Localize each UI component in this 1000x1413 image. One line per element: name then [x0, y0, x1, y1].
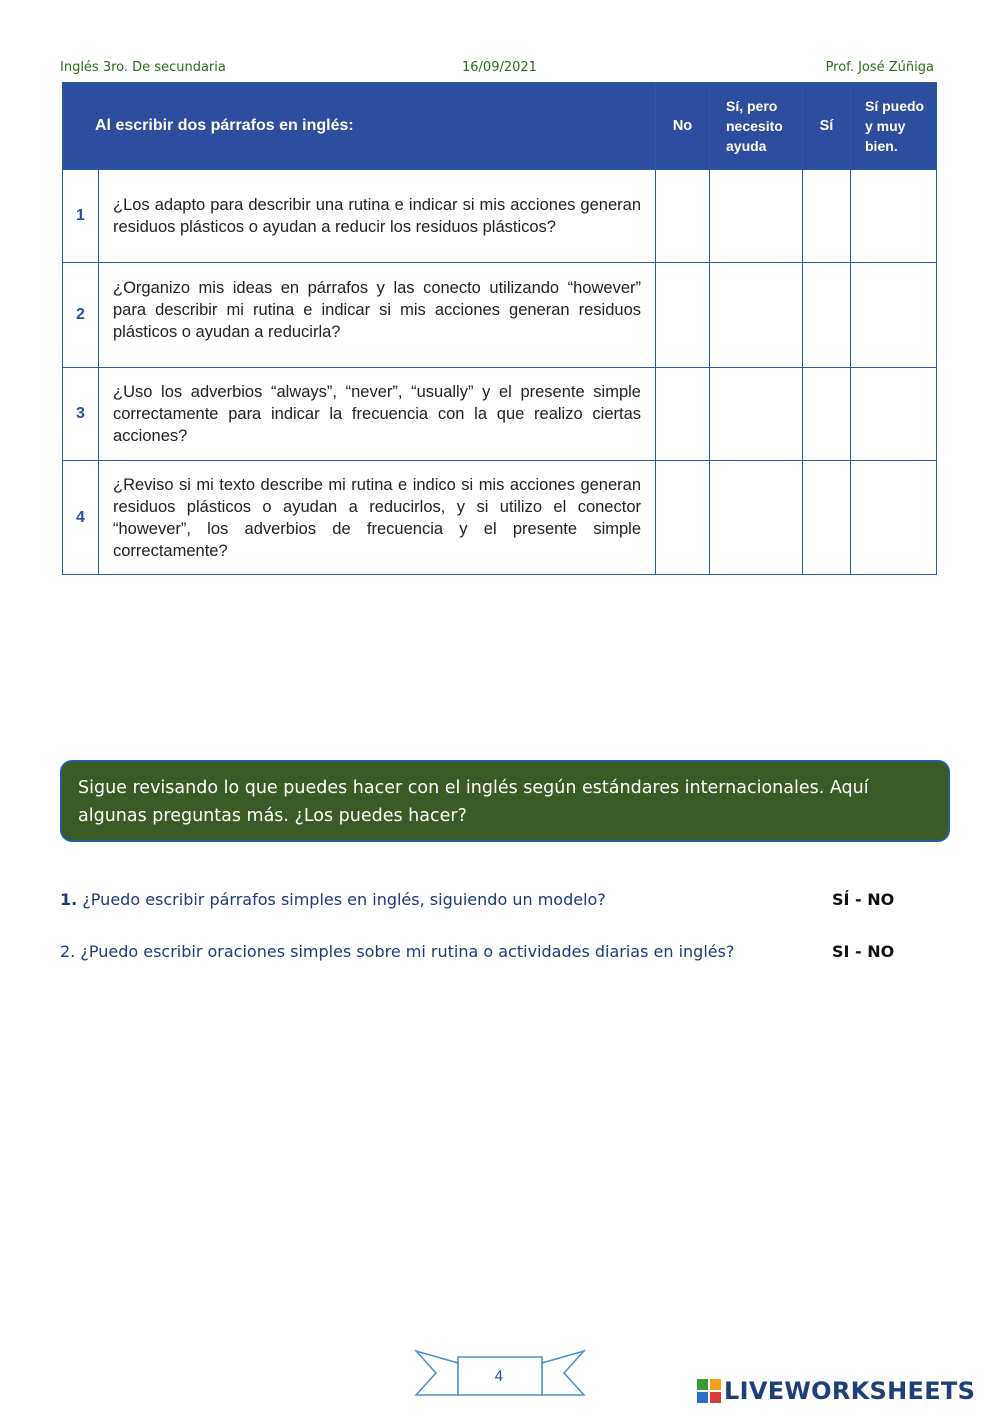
liveworksheets-logo-icon [697, 1379, 721, 1403]
instruction-banner: Sigue revisando lo que puedes hacer con el inglés según estándares internacionales. Aquí algunas preguntas más. ¿Los puedes hacer? [60, 760, 950, 842]
answer-cell-yes-very-well[interactable] [851, 263, 937, 368]
answer-cell-no[interactable] [656, 263, 710, 368]
self-assessment-table [62, 82, 937, 575]
table-row [63, 368, 937, 461]
yes-no-answer[interactable]: SÍ - NO [832, 890, 895, 909]
row-number: 1 [63, 170, 99, 263]
answer-cell-no[interactable] [656, 368, 710, 461]
answer-cell-yes-very-well[interactable] [851, 461, 937, 575]
question-number: 1. [60, 890, 78, 909]
question-number: 2. [60, 942, 76, 961]
option-header-yes: Sí [803, 83, 851, 170]
row-number: 3 [63, 368, 99, 461]
row-number: 4 [63, 461, 99, 575]
question-item [60, 890, 930, 916]
question-text: ¿Puedo escribir oraciones simples sobre mi rutina o actividades diarias en inglés? [80, 942, 735, 961]
answer-cell-yes[interactable] [803, 263, 851, 368]
row-question: ¿Uso los adverbios “always”, “never”, “usually” y el presente simple correctamente para indicar la frecuencia con la que realizo ciertas acciones? [99, 368, 656, 461]
option-header-yes-very-well: Sí puedo y muy bien. [851, 83, 937, 170]
answer-cell-yes-with-help[interactable] [710, 368, 803, 461]
page-number: 4 [494, 1369, 504, 1385]
brand-name: LIVEWORKSHEETS [724, 1377, 976, 1405]
answer-cell-no[interactable] [656, 170, 710, 263]
question-text: ¿Puedo escribir párrafos simples en inglés, siguiendo un modelo? [82, 890, 606, 909]
answer-cell-yes[interactable] [803, 170, 851, 263]
page-header [60, 60, 934, 80]
table-row [63, 461, 937, 575]
row-number: 2 [63, 263, 99, 368]
teacher-label: Prof. José Zúñiga [825, 60, 934, 75]
option-header-no: No [656, 83, 710, 170]
table-title: Al escribir dos párrafos en inglés: [63, 83, 656, 170]
option-header-yes-with-help: Sí, pero necesito ayuda [710, 83, 803, 170]
yes-no-answer[interactable]: SI - NO [832, 942, 895, 961]
row-question: ¿Reviso si mi texto describe mi rutina e indico si mis acciones generan residuos plásticos o ayudan a reducirlos, y si utilizo el conector “however”, los adverbios de frecuencia y el presente simple correctamente? [99, 461, 656, 575]
course-label: Inglés 3ro. De secundaria [60, 60, 226, 75]
date-label: 16/09/2021 [462, 60, 537, 75]
answer-cell-yes-with-help[interactable] [710, 263, 803, 368]
table-row [63, 170, 937, 263]
answer-cell-yes-with-help[interactable] [710, 170, 803, 263]
answer-cell-yes-with-help[interactable] [710, 461, 803, 575]
table-row [63, 263, 937, 368]
answer-cell-no[interactable] [656, 461, 710, 575]
table-header-row [63, 83, 937, 170]
row-question: ¿Los adapto para describir una rutina e indicar si mis acciones generan residuos plásticos o ayudan a reducir los residuos plásticos? [99, 170, 656, 263]
row-question-text: ¿Organizo mis ideas en párrafos y las conecto utilizando “however” para describir mi rutina e indicar si mis acciones generan residuos plásticos o ayudan a reducirla? [113, 279, 641, 341]
question-item [60, 942, 930, 968]
row-question [99, 263, 656, 368]
answer-cell-yes-very-well[interactable] [851, 368, 937, 461]
answer-cell-yes[interactable] [803, 368, 851, 461]
answer-cell-yes[interactable] [803, 461, 851, 575]
liveworksheets-brand [697, 1374, 975, 1408]
answer-cell-yes-very-well[interactable] [851, 170, 937, 263]
